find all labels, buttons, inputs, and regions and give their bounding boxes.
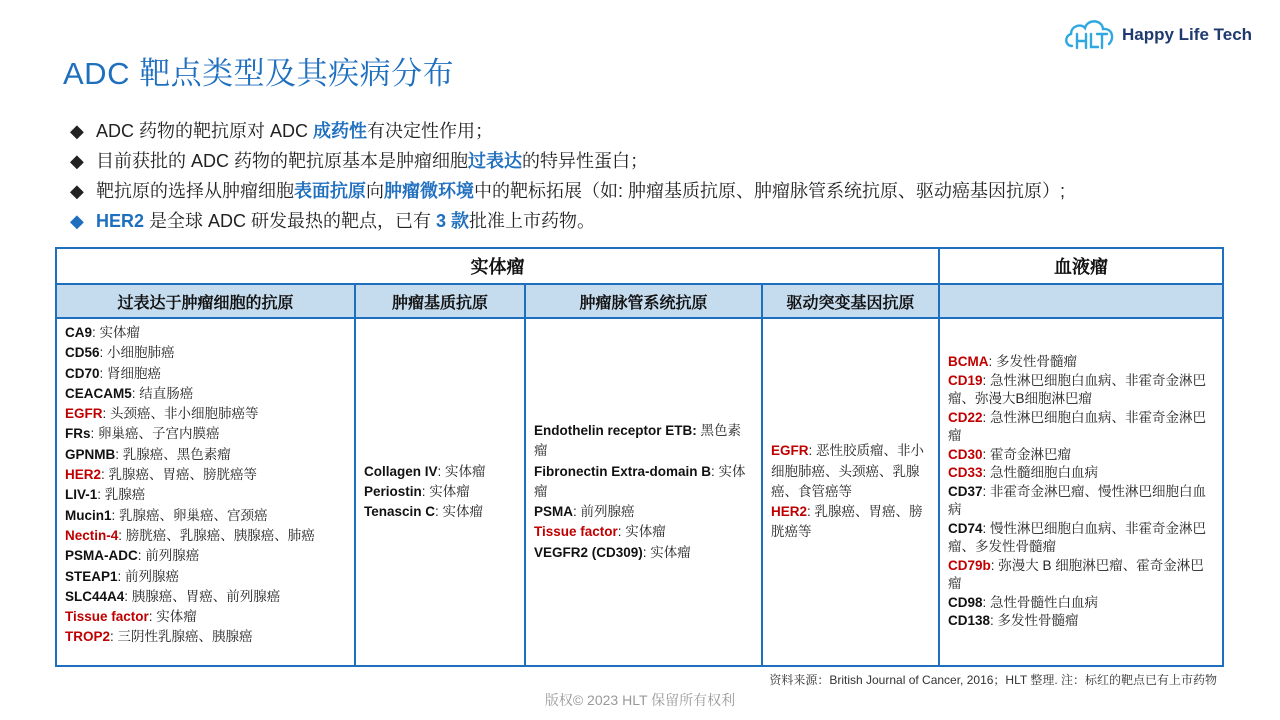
target-name: Tissue factor (65, 609, 149, 625)
target-item (65, 587, 346, 607)
target-diseases: : 实体瘤 (421, 483, 470, 499)
target-name: HER2 (771, 504, 808, 520)
target-item (65, 526, 346, 546)
target-name: CD30 (948, 446, 983, 462)
target-diseases: 黑色素瘤 (534, 422, 742, 459)
target-item (948, 557, 1214, 594)
sub-header: 过表达于肿瘤细胞的抗原 (56, 284, 355, 318)
driver-cell (762, 318, 939, 666)
target-item (534, 462, 753, 503)
target-diseases: : 乳腺癌、胃癌、膀胱癌等 (101, 467, 258, 483)
target-name: PSMA-ADC (65, 548, 138, 564)
target-item (771, 441, 930, 502)
target-item (364, 502, 516, 522)
target-diseases: : 小细胞肺癌 (99, 345, 175, 361)
target-item (65, 404, 346, 424)
sub-header (939, 284, 1223, 318)
target-item (65, 323, 346, 343)
sub-header: 肿瘤脉管系统抗原 (525, 284, 762, 318)
stroma-cell (355, 318, 525, 666)
target-item (65, 627, 346, 647)
company-logo (1062, 14, 1267, 54)
bullet-text: 中的靶标拓展（如: 肿瘤基质抗原、肿瘤脉管系统抗原、驱动癌基因抗原）; (474, 181, 1065, 201)
copyright-footer: 版权© 2023 HLT 保留所有权利 (544, 692, 736, 708)
target-item (65, 364, 346, 384)
target-name: CD70 (65, 365, 100, 381)
group-header-heme: 血液瘤 (939, 248, 1223, 284)
target-diseases: : 实体瘤 (617, 524, 666, 540)
target-diseases: : 肾细胞癌 (99, 365, 162, 381)
target-diseases: : 恶性胶质瘤、非小细胞肺癌、头颈癌、乳腺癌、食管癌等 (771, 443, 925, 499)
target-name: Fibronectin Extra-domain B (534, 463, 712, 479)
target-name: CD56 (65, 345, 100, 361)
target-diseases: : 胰腺癌、胃癌、前列腺癌 (124, 588, 281, 604)
target-name: Endothelin receptor ETB: (534, 422, 697, 438)
target-diseases: : 实体瘤 (437, 463, 486, 479)
target-diseases: : 急性骨髓性白血病 (982, 594, 1099, 610)
bullet-text: 向 (366, 181, 384, 201)
diamond-bullet-icon: ◆ (70, 121, 84, 141)
bullet-text: 是全球 ADC 研发最热的靶点，已有 (144, 211, 437, 231)
bullet-highlight: 过表达 (468, 151, 523, 171)
target-item (534, 522, 753, 542)
bullet-text: 有决定性作用； (367, 121, 494, 141)
target-diseases: : 霍奇金淋巴瘤 (982, 446, 1072, 462)
target-name: VEGFR2 (CD309) (534, 544, 643, 560)
target-name: PSMA (534, 504, 574, 520)
target-item (948, 409, 1214, 446)
target-name: FRs (65, 426, 91, 442)
bullet-highlight: 肿瘤微环境 (384, 181, 474, 201)
bullet-highlight: 3 款 (436, 211, 470, 231)
target-diseases: : 实体瘤 (92, 325, 141, 340)
diamond-bullet-icon: ◆ (70, 181, 84, 201)
target-name: LIV-1 (65, 487, 98, 503)
target-diseases: : 结直肠癌 (131, 385, 194, 401)
target-diseases: : 急性淋巴细胞白血病、非霍奇金淋巴瘤、弥漫大B细胞淋巴瘤 (948, 372, 1207, 407)
target-name: Periostin (364, 483, 422, 499)
target-item (948, 483, 1214, 520)
target-name: CEACAM5 (65, 385, 132, 401)
target-name: Tissue factor (534, 524, 618, 540)
target-item (65, 445, 346, 465)
target-item (534, 421, 753, 462)
source-note: 资料来源：British Journal of Cancer, 2016；HLT 整理. 注：标红的靶点已有上市药物 (769, 673, 1217, 687)
diamond-bullet-icon: ◆ (70, 211, 84, 231)
target-name: TROP2 (65, 629, 111, 645)
target-item (65, 343, 346, 363)
target-diseases: : 三阴性乳腺癌、胰腺癌 (110, 629, 253, 645)
target-diseases: : 乳腺癌 (97, 487, 146, 503)
bullet-item (70, 206, 1250, 236)
target-diseases: : 前列腺癌 (137, 548, 200, 564)
target-diseases: : 急性髓细胞白血病 (982, 465, 1099, 481)
bullet-highlight: HER2 (96, 211, 145, 231)
target-diseases: : 卵巢癌、子宫内膜癌 (90, 426, 220, 442)
target-item (948, 353, 1214, 372)
target-item (364, 462, 516, 482)
bullet-item (70, 116, 1250, 146)
target-name: GPNMB (65, 446, 116, 462)
target-name: EGFR (65, 406, 103, 422)
target-table (55, 247, 1224, 667)
target-item (65, 485, 346, 505)
target-name: CD33 (948, 465, 983, 481)
target-item (364, 482, 516, 502)
target-diseases: : 急性淋巴细胞白血病、非霍奇金淋巴瘤 (948, 409, 1207, 444)
target-name: CD37 (948, 483, 983, 499)
target-name: SLC44A4 (65, 588, 125, 604)
target-item (534, 543, 753, 563)
sub-header: 肿瘤基质抗原 (355, 284, 525, 318)
target-diseases: : 膀胱癌、乳腺癌、胰腺癌、肺癌 (118, 527, 315, 543)
target-name: HER2 (65, 467, 102, 483)
target-item (534, 502, 753, 522)
bullet-list (70, 116, 1250, 236)
bullet-text: 的特异性蛋白； (522, 151, 649, 171)
target-item (65, 506, 346, 526)
target-diseases: : 前列腺癌 (117, 568, 180, 584)
target-item (65, 465, 346, 485)
target-name: Mucin1 (65, 507, 112, 523)
target-name: CD98 (948, 594, 983, 610)
target-item (948, 464, 1214, 483)
target-diseases: : 弥漫大 B 细胞淋巴瘤、霍奇金淋巴瘤 (948, 557, 1204, 592)
target-item (65, 546, 346, 566)
group-header-solid: 实体瘤 (56, 248, 939, 284)
bullet-item (70, 176, 1250, 206)
target-diseases: : 实体瘤 (642, 544, 691, 560)
target-name: CD79b (948, 557, 991, 573)
target-diseases: : 乳腺癌、卵巢癌、宫颈癌 (111, 507, 268, 523)
target-name: CD138 (948, 613, 991, 629)
target-item (948, 446, 1214, 465)
target-name: Collagen IV (364, 463, 438, 479)
target-name: STEAP1 (65, 568, 118, 584)
target-name: Tenascin C (364, 504, 436, 520)
logo-text: Happy Life Tech (1122, 25, 1253, 44)
bullet-text: 靶抗原的选择从肿瘤细胞 (96, 181, 294, 201)
target-diseases: : 实体瘤 (534, 463, 746, 499)
target-name: CD19 (948, 372, 983, 388)
target-item (948, 612, 1214, 631)
target-diseases: : 多发性骨髓瘤 (988, 354, 1078, 370)
target-diseases: : 乳腺癌、黑色素瘤 (115, 446, 231, 462)
bullet-item (70, 146, 1250, 176)
target-item (771, 502, 930, 543)
target-name: EGFR (771, 443, 809, 459)
diamond-bullet-icon: ◆ (70, 151, 84, 171)
target-item (65, 424, 346, 444)
target-diseases: : 非霍奇金淋巴瘤、慢性淋巴细胞白血病 (948, 483, 1207, 518)
target-name: CD74 (948, 520, 983, 536)
target-name: CD22 (948, 409, 983, 425)
target-diseases: : 实体瘤 (148, 609, 197, 625)
target-diseases: : 多发性骨髓瘤 (990, 613, 1079, 629)
target-diseases: : 头颈癌、非小细胞肺癌等 (102, 406, 259, 422)
target-item (65, 384, 346, 404)
target-diseases: : 慢性淋巴细胞白血病、非霍奇金淋巴瘤、多发性骨髓瘤 (948, 520, 1207, 555)
target-name: CA9 (65, 325, 93, 340)
bullet-highlight: 表面抗原 (294, 181, 366, 201)
target-diseases: : 实体瘤 (435, 504, 484, 520)
target-item (65, 567, 346, 587)
target-item (948, 372, 1214, 409)
target-diseases: : 前列腺癌 (573, 504, 635, 520)
target-item (65, 607, 346, 627)
target-name: Nectin-4 (65, 527, 119, 543)
target-name: BCMA (948, 354, 989, 370)
vasculature-cell (525, 318, 762, 666)
bullet-text: 批准上市药物。 (469, 211, 596, 231)
bullet-highlight: 成药性 (313, 121, 368, 141)
target-item (948, 520, 1214, 557)
bullet-text: ADC 药物的靶抗原对 ADC (96, 121, 314, 141)
sub-header: 驱动突变基因抗原 (762, 284, 939, 318)
target-item (948, 594, 1214, 613)
overexpressed-cell (56, 318, 355, 666)
bullet-text: 目前获批的 ADC 药物的靶抗原基本是肿瘤细胞 (96, 151, 469, 171)
page-title: ADC 靶点类型及其疾病分布 (63, 56, 455, 91)
target-diseases: : 乳腺癌、胃癌、膀胱癌等 (771, 504, 923, 540)
cloud-hlt-icon (1062, 14, 1118, 54)
heme-cell (939, 318, 1223, 666)
